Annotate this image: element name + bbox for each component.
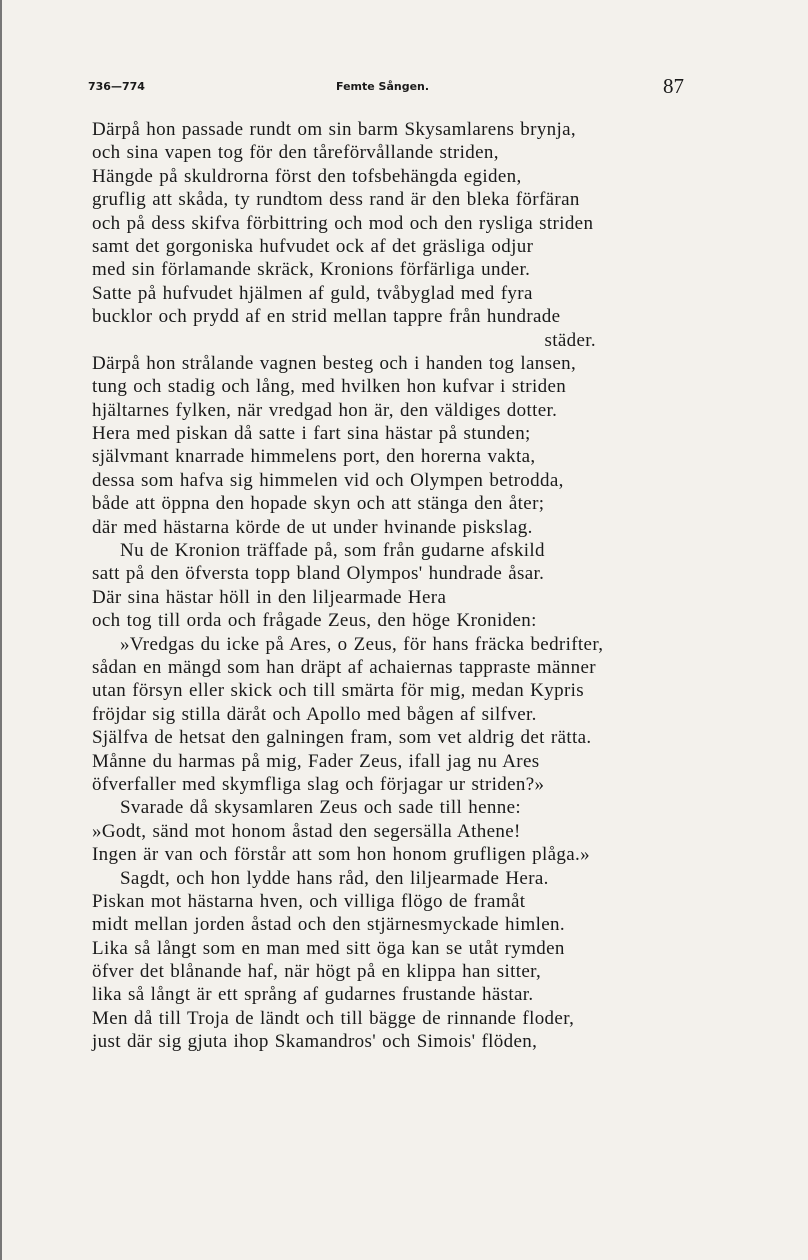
verse-line: Där sina hästar höll in den liljearmade Hera bbox=[92, 586, 447, 608]
verse-line: Piskan mot hästarna hven, och villiga flögo de framåt bbox=[92, 890, 526, 912]
poem-text bbox=[92, 118, 692, 1054]
verse-line: Lika så långt som en man med sitt öga kan se utåt rymden bbox=[92, 937, 565, 959]
verse-line: både att öppna den hopade skyn och att stänga den åter; bbox=[92, 493, 545, 515]
line-range: 736—774 bbox=[88, 80, 145, 93]
verse-line: fröjdar sig stilla däråt och Apollo med bågen af silfver. bbox=[92, 703, 537, 725]
verse-line: öfverfaller med skymfliga slag och förjagar ur striden?» bbox=[92, 773, 545, 795]
verse-line: med sin förlamande skräck, Kronions förfärliga under. bbox=[92, 259, 531, 281]
page-number: 87 bbox=[663, 74, 684, 98]
verse-line: samt det gorgoniska hufvudet ock af det gräsliga odjur bbox=[92, 235, 534, 257]
verse-line: Sagdt, och hon lydde hans råd, den liljearmade Hera. bbox=[120, 867, 549, 889]
verse-line: tung och stadig och lång, med hvilken hon kufvar i striden bbox=[92, 376, 567, 398]
verse-line: Själfva de hetsat den galningen fram, som vet aldrig det rätta. bbox=[92, 727, 592, 749]
verse-line: självmant knarrade himmelens port, den horerna vakta, bbox=[92, 446, 536, 468]
chapter-title: Femte Sången. bbox=[336, 80, 430, 93]
verse-line: Hera med piskan då satte i fart sina hästar på stunden; bbox=[92, 423, 531, 445]
page-edge bbox=[0, 0, 2, 1260]
verse-line: Nu de Kronion träffade på, som från gudarne afskild bbox=[120, 540, 545, 562]
verse-line: och på dess skifva förbittring och mod och den rysliga striden bbox=[92, 212, 594, 234]
verse-line: Därpå hon strålande vagnen besteg och i handen tog lansen, bbox=[92, 352, 577, 374]
verse-line: Satte på hufvudet hjälmen af guld, tvåbyglad med fyra bbox=[92, 282, 533, 304]
verse-line: Ingen är van och förstår att som hon honom grufligen plåga.» bbox=[92, 844, 590, 866]
verse-line: »Vredgas du icke på Ares, o Zeus, för hans fräcka bedrifter, bbox=[120, 633, 604, 655]
verse-line: öfver det blånande haf, när högt på en klippa han sitter, bbox=[92, 961, 542, 983]
verse-line: midt mellan jorden åstad och den stjärnesmyckade himlen. bbox=[92, 914, 565, 936]
verse-line: sådan en mängd som han dräpt af achaiernas tappraste männer bbox=[92, 656, 596, 678]
verse-line: och sina vapen tog för den tåreförvållande striden, bbox=[92, 142, 499, 164]
verse-line: och tog till orda och frågade Zeus, den höge Kroniden: bbox=[92, 610, 537, 632]
verse-line: Men då till Troja de ländt och till bägge de rinnande floder, bbox=[92, 1007, 575, 1029]
verse-line: satt på den öfversta topp bland Olympos' hundrade åsar. bbox=[92, 563, 545, 585]
verse-line: Hängde på skuldrorna först den tofsbehängda egiden, bbox=[92, 165, 522, 187]
verse-line: just där sig gjuta ihop Skamandros' och Simois' flöden, bbox=[92, 1031, 538, 1053]
verse-line: Svarade då skysamlaren Zeus och sade till henne: bbox=[120, 797, 522, 819]
verse-line: »Godt, sänd mot honom åstad den segersälla Athene! bbox=[92, 820, 521, 842]
verse-line: hjältarnes fylken, när vredgad hon är, den väldiges dotter. bbox=[92, 399, 558, 421]
verse-line: bucklor och prydd af en strid mellan tappre från hundrade bbox=[92, 306, 561, 328]
verse-line: lika så långt är ett språng af gudarnes frustande hästar. bbox=[92, 984, 534, 1006]
verse-line: dessa som hafva sig himmelen vid och Olympen betrodda, bbox=[92, 469, 564, 491]
verse-line: gruflig att skåda, ty rundtom dess rand är den bleka förfäran bbox=[92, 189, 580, 211]
running-head bbox=[88, 74, 684, 104]
verse-line: utan försyn eller skick och till smärta för mig, medan Kypris bbox=[92, 680, 584, 702]
verse-line: städer. bbox=[544, 329, 596, 351]
verse-line: Därpå hon passade rundt om sin barm Skysamlarens brynja, bbox=[92, 119, 577, 140]
verse-line: där med hästarna körde de ut under hvinande piskslag. bbox=[92, 516, 533, 538]
verse-line: Månne du harmas på mig, Fader Zeus, ifall jag nu Ares bbox=[92, 750, 540, 772]
